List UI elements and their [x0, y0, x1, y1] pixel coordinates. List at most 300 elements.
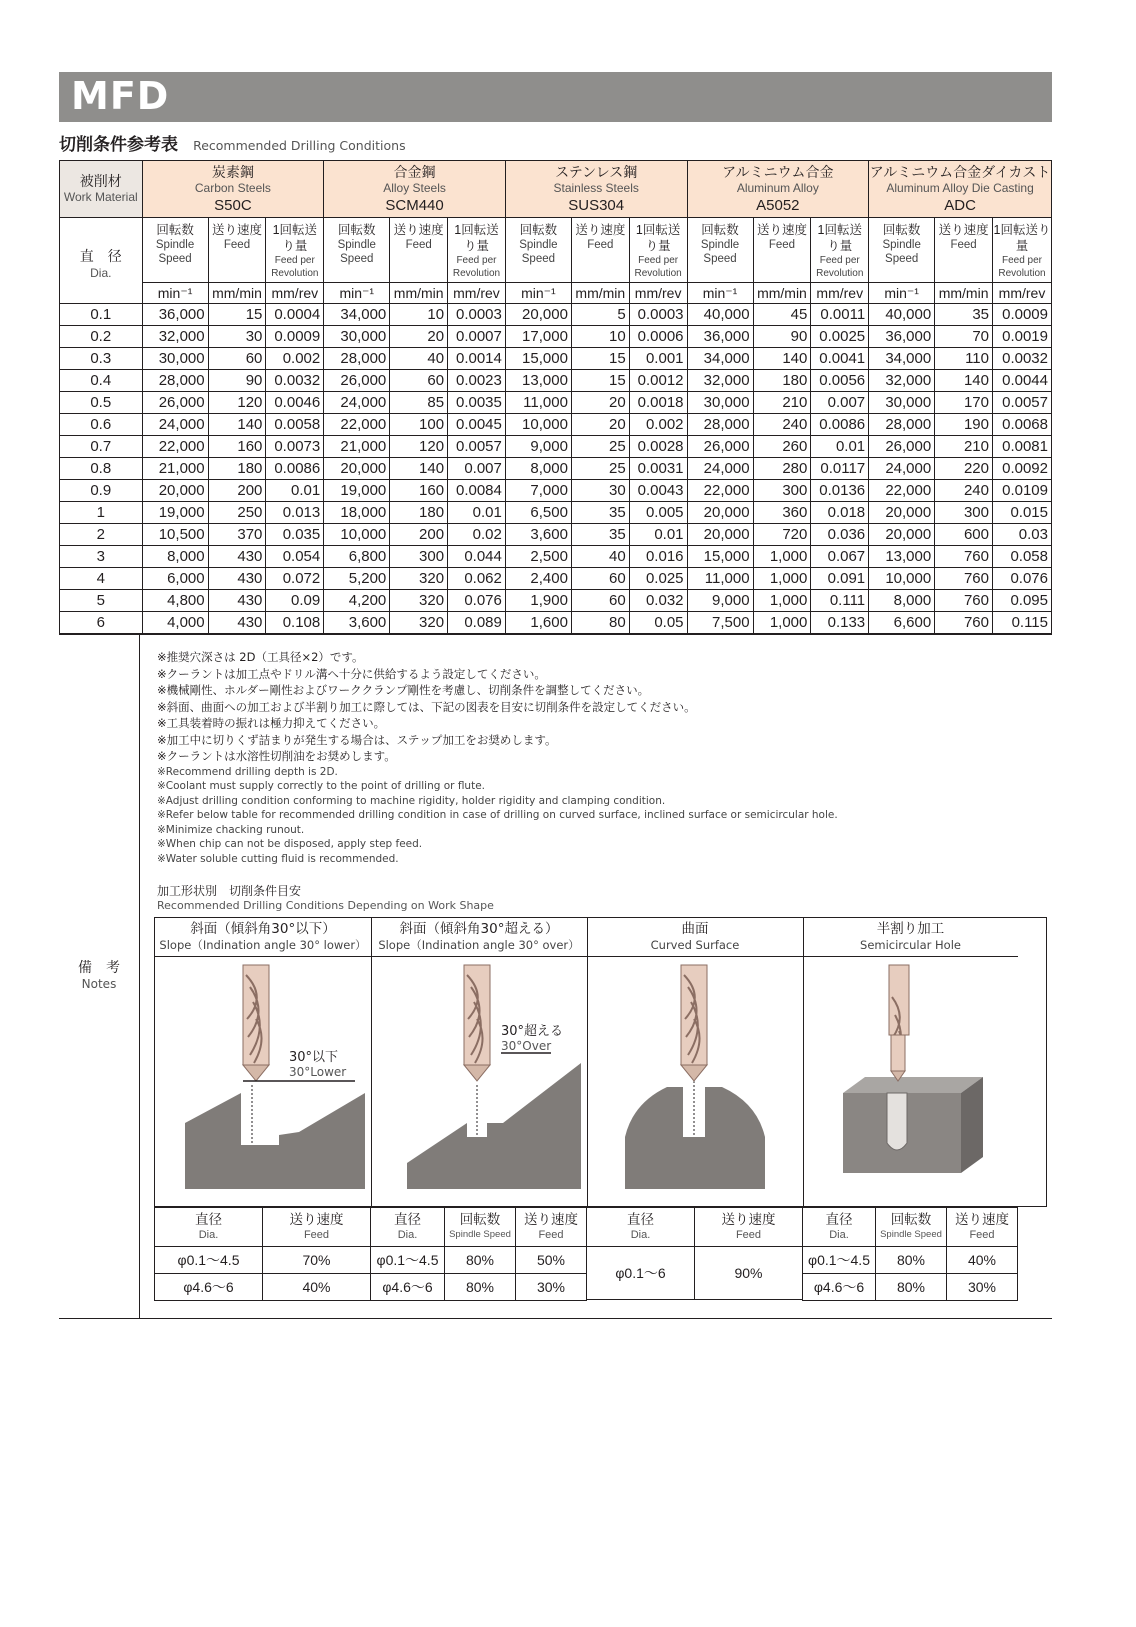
value-cell: 13,000 — [869, 546, 935, 568]
note-en: ※Minimize chacking runout. — [157, 823, 305, 836]
value-cell: 0.0045 — [448, 414, 506, 436]
dia-cell: 0.3 — [60, 348, 143, 370]
feed-col-header: 送り速度 Feed — [263, 1208, 371, 1247]
dia-cell: 4 — [60, 568, 143, 590]
fpr-col-en: Feed per Revolution — [271, 255, 319, 279]
notes-label — [59, 635, 140, 1318]
value-cell: 180 — [390, 502, 448, 524]
speed-cell: 80% — [445, 1274, 516, 1301]
speed-unit: min⁻¹ — [505, 283, 571, 304]
value-cell: 7,000 — [505, 480, 571, 502]
value-cell: 0.0032 — [993, 348, 1052, 370]
value-cell: 280 — [753, 458, 811, 480]
value-cell: 35 — [571, 524, 629, 546]
panel-header — [155, 918, 371, 957]
title-bar — [59, 72, 1052, 122]
value-cell: 0.091 — [811, 568, 869, 590]
value-cell: 0.0043 — [629, 480, 687, 502]
speed-col-en: Spindle Speed — [519, 239, 558, 265]
slope-over-illustration — [371, 957, 587, 1206]
value-cell: 0.09 — [266, 590, 324, 612]
value-cell: 30,000 — [869, 392, 935, 414]
feed-col-header — [571, 218, 629, 283]
feed-col-jp: 送り速度 — [575, 223, 626, 237]
value-cell: 0.0086 — [266, 458, 324, 480]
value-cell: 0.01 — [629, 524, 687, 546]
value-cell: 32,000 — [687, 370, 753, 392]
value-cell: 32,000 — [142, 326, 208, 348]
material-name-jp: ステンレス鋼 — [555, 163, 638, 180]
panel-title-en: Semicircular Hole — [860, 938, 961, 952]
value-cell: 160 — [208, 436, 266, 458]
value-cell: 35 — [935, 304, 993, 326]
note-jp: ※工具装着時の振れは極力抑えてください。 — [157, 716, 386, 730]
value-cell: 260 — [753, 436, 811, 458]
value-cell: 240 — [753, 414, 811, 436]
value-cell: 22,000 — [142, 436, 208, 458]
value-cell: 240 — [935, 480, 993, 502]
value-cell: 0.095 — [993, 590, 1052, 612]
value-cell: 1,000 — [753, 568, 811, 590]
value-cell: 0.0073 — [266, 436, 324, 458]
drill-icon — [243, 965, 269, 1081]
value-cell: 0.0019 — [993, 326, 1052, 348]
value-cell: 300 — [753, 480, 811, 502]
feed-col-header: 送り速度 Feed — [516, 1208, 587, 1247]
material-name-jp: アルミニウム合金 — [722, 163, 834, 180]
table-row — [60, 546, 1052, 568]
material-code: SUS304 — [568, 196, 625, 214]
feed-cell: 70% — [263, 1247, 371, 1274]
value-cell: 45 — [753, 304, 811, 326]
dia-cell: φ4.6～6 — [371, 1274, 445, 1301]
speed-col-en: Spindle Speed — [700, 239, 740, 265]
value-cell: 20 — [390, 326, 448, 348]
dia-cell: 0.7 — [60, 436, 143, 458]
value-cell: 60 — [571, 568, 629, 590]
value-cell: 210 — [935, 436, 993, 458]
value-cell: 430 — [208, 546, 266, 568]
value-cell: 0.032 — [629, 590, 687, 612]
material-header-1 — [324, 161, 506, 218]
value-cell: 0.0018 — [629, 392, 687, 414]
work-material-header — [60, 161, 143, 218]
dia-cell: 0.9 — [60, 480, 143, 502]
value-cell: 180 — [208, 458, 266, 480]
table-row — [60, 612, 1052, 634]
section-title — [59, 130, 406, 155]
value-cell: 0.0136 — [811, 480, 869, 502]
drill-icon — [889, 965, 909, 1081]
value-cell: 85 — [390, 392, 448, 414]
fpr-col-jp: 1回転送り量 — [454, 223, 499, 253]
value-cell: 18,000 — [324, 502, 390, 524]
value-cell: 250 — [208, 502, 266, 524]
dia-cell: 0.5 — [60, 392, 143, 414]
material-header-2 — [505, 161, 687, 218]
value-cell: 22,000 — [324, 414, 390, 436]
value-cell: 10,000 — [505, 414, 571, 436]
value-cell: 15,000 — [687, 546, 753, 568]
value-cell: 0.0023 — [448, 370, 506, 392]
value-cell: 5 — [571, 304, 629, 326]
fpr-col-header — [811, 218, 869, 283]
value-cell: 24,000 — [142, 414, 208, 436]
value-cell: 90 — [753, 326, 811, 348]
conditions-table — [59, 160, 1052, 634]
speed-col-header — [142, 218, 208, 283]
speed-col-en: Spindle Speed — [882, 239, 921, 265]
table-row — [60, 304, 1052, 326]
value-cell: 36,000 — [687, 326, 753, 348]
value-cell: 40,000 — [869, 304, 935, 326]
value-cell: 20,000 — [869, 524, 935, 546]
value-cell: 170 — [935, 392, 993, 414]
value-cell: 0.0084 — [448, 480, 506, 502]
feed-col-en: Feed — [587, 239, 614, 251]
cond-table-slope-over — [370, 1207, 587, 1301]
speed-col-header: 回転数 Spindle Speed — [876, 1208, 947, 1247]
note-jp: ※斜面、曲面への加工および半割り加工に際しては、下記の図表を目安に切削条件を設定してください。 — [157, 699, 696, 714]
value-cell: 40 — [390, 348, 448, 370]
value-cell: 0.0012 — [629, 370, 687, 392]
fpr-col-en: Feed per Revolution — [998, 255, 1046, 279]
value-cell: 0.01 — [811, 436, 869, 458]
block-side — [961, 1077, 983, 1173]
value-cell: 0.0003 — [448, 304, 506, 326]
shape-title-en: Recommended Drilling Conditions Depending on Work Shape — [157, 899, 494, 912]
dia-cell: φ0.1～6 — [587, 1247, 695, 1300]
value-cell: 0.076 — [993, 568, 1052, 590]
value-cell: 140 — [208, 414, 266, 436]
value-cell: 9,000 — [687, 590, 753, 612]
value-cell: 60 — [390, 370, 448, 392]
dia-col-header: 直径 Dia. — [155, 1208, 263, 1247]
value-cell: 32,000 — [869, 370, 935, 392]
value-cell: 0.058 — [993, 546, 1052, 568]
value-cell: 60 — [208, 348, 266, 370]
dia-col-header: 直径 Dia. — [803, 1208, 876, 1247]
value-cell: 370 — [208, 524, 266, 546]
feed-col-header — [753, 218, 811, 283]
value-cell: 11,000 — [505, 392, 571, 414]
value-cell: 7,500 — [687, 612, 753, 634]
panel-semicircular — [803, 918, 1018, 1206]
value-cell: 0.054 — [266, 546, 324, 568]
value-cell: 760 — [935, 546, 993, 568]
value-cell: 30,000 — [324, 326, 390, 348]
value-cell: 360 — [753, 502, 811, 524]
value-cell: 0.111 — [811, 590, 869, 612]
note-en: ※Coolant must supply correctly to the point of drilling or flute. — [157, 780, 485, 792]
value-cell: 0.0041 — [811, 348, 869, 370]
feed-unit: mm/min — [935, 283, 993, 304]
value-cell: 0.0046 — [266, 392, 324, 414]
value-cell: 15,000 — [505, 348, 571, 370]
value-cell: 19,000 — [324, 480, 390, 502]
semicircular-hole-illustration — [803, 957, 1018, 1206]
fpr-col-jp: 1回転送り量 — [635, 223, 681, 253]
value-cell: 0.0035 — [448, 392, 506, 414]
workpiece-shape — [185, 1093, 365, 1189]
feed-cell: 30% — [516, 1274, 587, 1301]
value-cell: 220 — [935, 458, 993, 480]
value-cell: 6,000 — [142, 568, 208, 590]
value-cell: 6,600 — [869, 612, 935, 634]
value-cell: 0.0006 — [629, 326, 687, 348]
value-cell: 24,000 — [687, 458, 753, 480]
value-cell: 34,000 — [687, 348, 753, 370]
value-cell: 0.0092 — [993, 458, 1052, 480]
value-cell: 180 — [753, 370, 811, 392]
value-cell: 430 — [208, 612, 266, 634]
value-cell: 6,500 — [505, 502, 571, 524]
value-cell: 10,000 — [324, 524, 390, 546]
value-cell: 3,600 — [505, 524, 571, 546]
value-cell: 30 — [208, 326, 266, 348]
fpr-col-jp: 1回転送り量 — [993, 223, 1051, 253]
value-cell: 28,000 — [687, 414, 753, 436]
value-cell: 10,500 — [142, 524, 208, 546]
value-cell: 20,000 — [869, 502, 935, 524]
feed-col-header — [935, 218, 993, 283]
panel-title-jp: 半割り加工 — [876, 921, 945, 937]
value-cell: 34,000 — [324, 304, 390, 326]
value-cell: 0.005 — [629, 502, 687, 524]
value-cell: 1,900 — [505, 590, 571, 612]
value-cell: 0.01 — [448, 502, 506, 524]
material-name-en: Aluminum Alloy — [736, 180, 819, 195]
value-cell: 0.0086 — [811, 414, 869, 436]
value-cell: 10 — [571, 326, 629, 348]
angle-label-en: 30°Over — [501, 1039, 552, 1053]
fpr-col-header — [448, 218, 506, 283]
feed-unit: mm/min — [753, 283, 811, 304]
value-cell: 0.044 — [448, 546, 506, 568]
cond-table-slope-lower — [154, 1207, 371, 1301]
table-row — [60, 348, 1052, 370]
feed-unit: mm/min — [208, 283, 266, 304]
value-cell: 15 — [571, 370, 629, 392]
value-cell: 320 — [390, 568, 448, 590]
feed-col-jp: 送り速度 — [212, 223, 263, 237]
value-cell: 20,000 — [687, 502, 753, 524]
value-cell: 4,000 — [142, 612, 208, 634]
value-cell: 0.0028 — [629, 436, 687, 458]
value-cell: 0.0009 — [266, 326, 324, 348]
value-cell: 0.0003 — [629, 304, 687, 326]
semicircular-hole — [887, 1093, 907, 1150]
dia-cell: 5 — [60, 590, 143, 612]
dia-cell: φ4.6～6 — [155, 1274, 263, 1301]
value-cell: 140 — [390, 458, 448, 480]
value-cell: 10,000 — [869, 568, 935, 590]
value-cell: 5,200 — [324, 568, 390, 590]
value-cell: 1,000 — [753, 546, 811, 568]
curved-surface-illustration — [587, 957, 803, 1206]
value-cell: 25 — [571, 436, 629, 458]
panel-slope-lower — [155, 918, 372, 1206]
table-row — [60, 502, 1052, 524]
value-cell: 40,000 — [687, 304, 753, 326]
table-row — [60, 414, 1052, 436]
speed-col-header — [869, 218, 935, 283]
fpr-col-en: Feed per Revolution — [452, 255, 501, 279]
value-cell: 80 — [571, 612, 629, 634]
value-cell: 1,000 — [753, 612, 811, 634]
fpr-col-jp: 1回転送り量 — [817, 223, 862, 253]
value-cell: 40 — [571, 546, 629, 568]
value-cell: 720 — [753, 524, 811, 546]
value-cell: 20 — [571, 392, 629, 414]
value-cell: 0.007 — [448, 458, 506, 480]
value-cell: 600 — [935, 524, 993, 546]
dia-cell: 1 — [60, 502, 143, 524]
feed-col-jp: 送り速度 — [938, 223, 989, 237]
shape-panels — [154, 917, 1047, 1207]
material-name-en: Aluminum Alloy Die Casting — [886, 180, 1034, 195]
value-cell: 3,600 — [324, 612, 390, 634]
value-cell: 300 — [935, 502, 993, 524]
workpiece-shape — [407, 1063, 581, 1189]
value-cell: 0.0025 — [811, 326, 869, 348]
value-cell: 760 — [935, 590, 993, 612]
value-cell: 28,000 — [142, 370, 208, 392]
shape-title-jp: 加工形状別 切削条件目安 — [157, 884, 302, 898]
value-cell: 25 — [571, 458, 629, 480]
dia-header-en: Dia. — [90, 265, 112, 280]
dia-header — [60, 218, 143, 304]
value-cell: 430 — [208, 590, 266, 612]
value-cell: 0.002 — [266, 348, 324, 370]
material-name-en: Stainless Steels — [553, 180, 639, 195]
value-cell: 0.0057 — [448, 436, 506, 458]
value-cell: 1,600 — [505, 612, 571, 634]
table-row — [60, 370, 1052, 392]
material-code: ADC — [944, 196, 976, 214]
feed-col-header: 送り速度 Feed — [695, 1208, 803, 1247]
value-cell: 22,000 — [869, 480, 935, 502]
shape-section-title — [157, 883, 494, 913]
dia-header-jp: 直 径 — [79, 247, 122, 264]
fpr-col-header — [993, 218, 1052, 283]
panel-title-en: Curved Surface — [650, 938, 740, 952]
value-cell: 10 — [390, 304, 448, 326]
dia-cell: 0.6 — [60, 414, 143, 436]
value-cell: 0.016 — [629, 546, 687, 568]
value-cell: 200 — [390, 524, 448, 546]
panel-slope-over — [371, 918, 588, 1206]
note-jp: ※推奨穴深さは 2D（工具径×2）です。 — [157, 650, 364, 664]
value-cell: 0.0057 — [993, 392, 1052, 414]
value-cell: 0.115 — [993, 612, 1052, 634]
notes-section — [59, 634, 1052, 1319]
value-cell: 120 — [390, 436, 448, 458]
value-cell: 21,000 — [142, 458, 208, 480]
value-cell: 0.108 — [266, 612, 324, 634]
feed-col-en: Feed — [223, 239, 251, 251]
fpr-unit: mm/rev — [993, 283, 1052, 304]
block-top — [843, 1077, 983, 1093]
value-cell: 26,000 — [142, 392, 208, 414]
speed-unit: min⁻¹ — [324, 283, 390, 304]
value-cell: 140 — [935, 370, 993, 392]
value-cell: 0.0031 — [629, 458, 687, 480]
panel-title-jp: 曲面 — [681, 921, 709, 937]
dia-cell: 0.4 — [60, 370, 143, 392]
fpr-unit: mm/rev — [448, 283, 506, 304]
fpr-col-header — [629, 218, 687, 283]
note-en: ※Recommend drilling depth is 2D. — [157, 765, 338, 778]
feed-col-header — [390, 218, 448, 283]
speed-col-header — [687, 218, 753, 283]
section-title-jp: 切削条件参考表 — [59, 135, 178, 155]
value-cell: 0.013 — [266, 502, 324, 524]
work-material-jp: 被削材 — [79, 173, 122, 189]
fpr-unit: mm/rev — [266, 283, 324, 304]
material-header-0 — [142, 161, 324, 218]
panel-title-en: Slope（Indination angle 30° over） — [378, 938, 580, 952]
value-cell: 19,000 — [142, 502, 208, 524]
note-jp: ※機械剛性、ホルダー剛性およびワーククランプ剛性を考慮し、切削条件を調整してください。 — [157, 683, 650, 697]
value-cell: 210 — [753, 392, 811, 414]
value-cell: 0.015 — [993, 502, 1052, 524]
value-cell: 320 — [390, 612, 448, 634]
note-jp: ※クーラントは加工点やドリル溝へ十分に供給するよう設定してください。 — [157, 666, 546, 681]
panel-title-en: Slope（Indination angle 30° lower） — [159, 938, 367, 952]
value-cell: 26,000 — [869, 436, 935, 458]
note-en: ※Water soluble cutting fluid is recommended. — [157, 852, 399, 865]
cond-table-semicircular — [802, 1207, 1018, 1301]
value-cell: 1,000 — [753, 590, 811, 612]
dia-cell: 0.1 — [60, 304, 143, 326]
value-cell: 24,000 — [869, 458, 935, 480]
value-cell: 20,000 — [687, 524, 753, 546]
value-cell: 30,000 — [687, 392, 753, 414]
note-en: ※Adjust drilling condition conforming to machine rigidity, holder rigidity and clamping condition. — [157, 794, 666, 807]
feed-col-en: Feed — [405, 239, 432, 251]
value-cell: 70 — [935, 326, 993, 348]
cond-table-curved — [586, 1207, 803, 1300]
panel-curved — [587, 918, 804, 1206]
value-cell: 0.0068 — [993, 414, 1052, 436]
table-row — [60, 524, 1052, 546]
dia-cell: 0.8 — [60, 458, 143, 480]
value-cell: 20,000 — [142, 480, 208, 502]
value-cell: 34,000 — [869, 348, 935, 370]
value-cell: 320 — [390, 590, 448, 612]
feed-col-jp: 送り速度 — [756, 223, 807, 237]
value-cell: 760 — [935, 568, 993, 590]
speed-unit: min⁻¹ — [687, 283, 753, 304]
value-cell: 20 — [571, 414, 629, 436]
table-row — [60, 326, 1052, 348]
value-cell: 60 — [571, 590, 629, 612]
feed-col-header: 送り速度 Feed — [947, 1208, 1018, 1247]
material-header-3 — [687, 161, 869, 218]
dia-cell: 0.2 — [60, 326, 143, 348]
dia-cell: 2 — [60, 524, 143, 546]
value-cell: 110 — [935, 348, 993, 370]
value-cell: 28,000 — [869, 414, 935, 436]
drill-icon — [681, 965, 707, 1081]
angle-label-en: 30°Lower — [289, 1065, 347, 1079]
value-cell: 0.01 — [266, 480, 324, 502]
value-cell: 22,000 — [687, 480, 753, 502]
value-cell: 0.0009 — [993, 304, 1052, 326]
value-cell: 760 — [935, 612, 993, 634]
value-cell: 430 — [208, 568, 266, 590]
